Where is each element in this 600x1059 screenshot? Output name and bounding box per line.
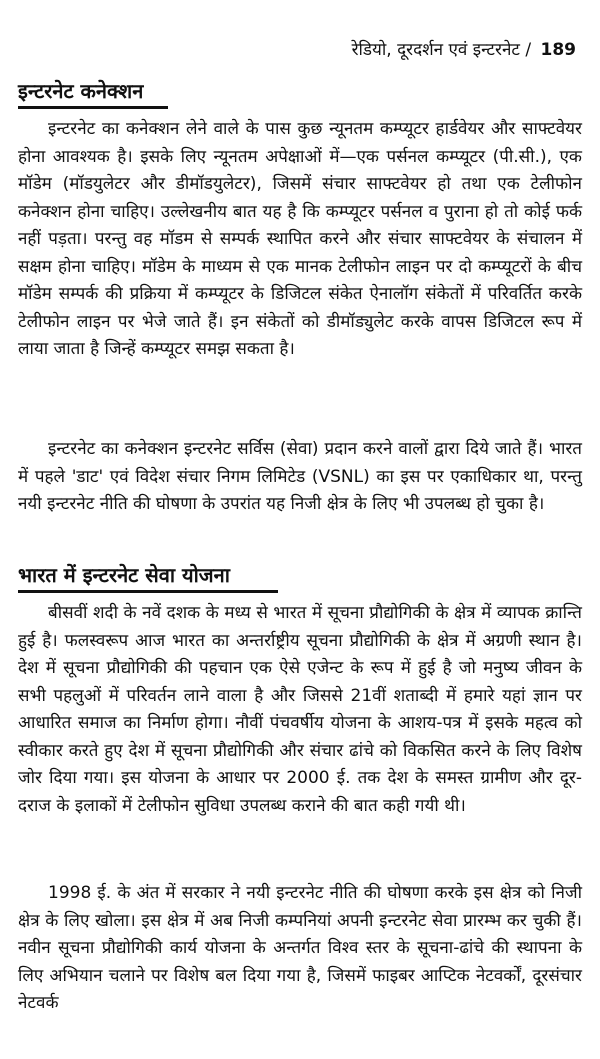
paragraph-internet-policy-1998: 1998 ई. के अंत में सरकार ने नयी इन्टरनेट नीति की घोषणा करके इस क्षेत्र को निजी क्षेत्र के लिए खोला। इस क्षेत्र में अब निजी कम्पनियां अपनी इन्टरनेट सेवा प्रारम्भ कर चुकी हैं। नवीन सूचना प्रौद्योगिकी कार्य योजना के अन्तर्गत विश्व स्तर के सूचना-ढांचे की स्थापना के लिए अभियान चलाने पर विशेष बल दिया गया है, जिसमें फाइबर आप्टिक नेटवर्कों, दूरसंचार नेटवर्क	[18, 883, 582, 1013]
section-heading-underline	[18, 590, 278, 593]
section-heading-internet-connection: इन्टरनेट कनेक्शन	[18, 79, 144, 103]
running-head-title: रेडियो, दूरदर्शन एवं इन्टरनेट /	[351, 40, 532, 60]
paragraph-connection-providers: इन्टरनेट का कनेक्शन इन्टरनेट सर्विस (सेवा) प्रदान करने वालों द्वारा दिये जाते हैं। भारत में पहले 'डाट' एवं विदेश संचार निगम लिमिटेड (VSNL) का इस पर एकाधिकार था, परन्तु नयी इन्टरनेट नीति की घोषणा के उपरांत यह निजी क्षेत्र के लिए भी उपलब्ध हो चुका है।	[18, 439, 582, 514]
section-heading-underline	[18, 106, 168, 109]
paragraph-it-revolution: बीसवीं शदी के नवें दशक के मध्य से भारत में सूचना प्रौद्योगिकी के क्षेत्र में व्यापक क्रान्ति हुई है। फलस्वरूप आज भारत का अन्तर्राष्ट्रीय सूचना प्रौद्योगिकी के क्षेत्र में अग्रणी स्थान है। देश में सूचना प्रौद्योगिकी की पहचान एक ऐसे एजेन्ट के रूप में हुई है जो मनुष्य जीवन के सभी पहलुओं में परिवर्तन लाने वाला है और जिससे 21वीं शताब्दी में हमारे यहां ज्ञान पर आधारित समाज का निर्माण होगा। नौवीं पंचवर्षीय योजना के आशय-पत्र में इसके महत्व को स्वीकार करते हुए देश में सूचना प्रौद्योगिकी और संचार ढांचे को विकसित करने के लिए विशेष जोर दिया गया। इस योजना के आधार पर 2000 ई. तक देश के समस्त ग्रामीण और दूर-दराज के इलाकों में टेलीफोन सुविधा उपलब्ध कराने की बात कही गयी थी।	[18, 603, 582, 816]
paragraph-connection-requirements: इन्टरनेट का कनेक्शन लेने वाले के पास कुछ न्यूनतम कम्प्यूटर हार्डवेयर और साफ्टवेयर होना आवश्यक है। इसके लिए न्यूनतम अपेक्षाओं में—एक पर्सनल कम्प्यूटर (पी.सी.), एक मॉडेम (मॉडयुलेटर और डीमॉडयुलेटर), जिसमें संचार साफ्टवेयर हो तथा एक टेलीफोन कनेक्शन होना चाहिए। उल्लेखनीय बात यह है कि कम्प्यूटर पर्सनल व पुराना हो तो कोई फर्क नहीं पड़ता। परन्तु वह मॉडम से सम्पर्क स्थापित करने और संचार साफ्टवेयर के संचालन में सक्षम होना चाहिए। मॉडेम के माध्यम से एक मानक टेलीफोन लाइन पर दो कम्प्यूटरों के बीच मॉडेम सम्पर्क की प्रक्रिया में कम्प्यूटर के डिजिटल संकेत ऐनालॉग संकेतों में परिवर्तित करके टेलीफोन लाइन पर भेजे जाते हैं। इन संकेतों को डीमॉड्युलेट करके वापस डिजिटल रूप में लाया जाता है जिन्हें कम्प्यूटर समझ सकता है।	[18, 119, 582, 359]
page-number: 189	[540, 40, 576, 60]
running-head	[352, 40, 576, 60]
section-heading-india-internet-service: भारत में इन्टरनेट सेवा योजना	[18, 563, 230, 587]
